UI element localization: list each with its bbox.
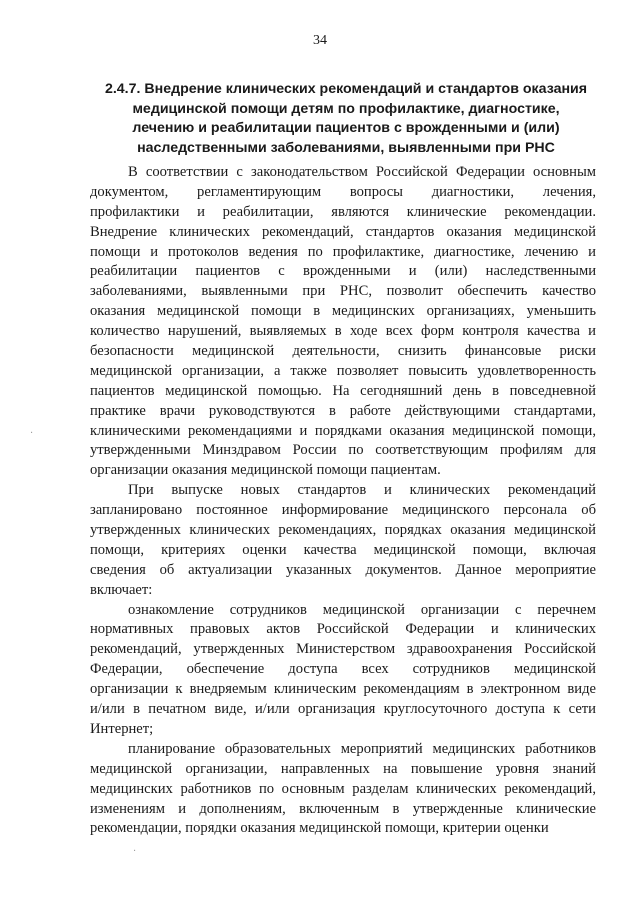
paragraph-line: организации оказания медицинской помощи пациентам. <box>90 462 441 479</box>
paragraph-line: помощи и протоколов ведения по профилактике, диагностике, лечению и <box>90 243 596 260</box>
paragraph-line: документом, регламентирующим вопросы диагностики, лечения, <box>90 183 596 200</box>
paragraph-line: рекомендации, порядки оказания медицинской помощи, критерии оценки <box>90 820 549 837</box>
paragraph-line: клиническими рекомендациями и порядками оказания медицинской помощи, <box>90 422 596 439</box>
paragraph-line: изменениям и дополнениям, включенным в утвержденные клинические <box>90 800 596 817</box>
paragraph-line: Внедрение клинических рекомендаций, стандартов оказания медицинской <box>90 223 596 240</box>
heading-line: лечению и реабилитации пациентов с врожденными и (или) <box>132 120 560 136</box>
paragraph-line: сведения об актуализации указанных документов. Данное мероприятие <box>90 561 596 578</box>
scan-speck: · <box>133 846 137 857</box>
section-heading <box>96 80 596 158</box>
scan-speck: · <box>30 428 34 439</box>
paragraph-line: количество нарушений, выявляемых в ходе всех форм контроля качества и <box>90 323 596 340</box>
paragraph-line: оказания медицинской помощи в медицинских организациях, уменьшить <box>90 303 596 320</box>
page-number: 34 <box>313 33 327 48</box>
paragraph-line: включает: <box>90 581 153 598</box>
paragraph-line: утвержденных клинических рекомендациях, порядках оказания медицинской <box>90 522 596 539</box>
paragraph-line: помощи, критериях оценки качества медицинской помощи, включая <box>90 541 596 558</box>
paragraph-line: В соответствии с законодательством Российской Федерации основным <box>128 164 596 180</box>
heading-line: наследственными заболеваниями, выявленными при РНС <box>137 139 555 156</box>
paragraph-line: организации к внедряемым клиническим рекомендациям в электронном виде <box>90 681 596 698</box>
paragraph-line: практике врачи руководствуются в работе действующими стандартами, <box>90 402 596 419</box>
paragraph-line: запланировано постоянное информирование медицинского персонала об <box>90 502 596 519</box>
paragraph-line: заболеваниями, выявленными при РНС, позволит обеспечить качество <box>90 283 596 300</box>
paragraph-line: и/или в печатном виде, и/или организация круглосуточного доступа к сети <box>90 701 596 718</box>
paragraph <box>90 740 596 839</box>
paragraph-line: медицинской организации, направленных на повышение уровня знаний <box>90 760 596 777</box>
paragraph-line: утвержденными Минздравом России по соответствующим профилям для <box>90 442 596 459</box>
paragraph-line: профилактики и реабилитации, являются клинические рекомендации. <box>90 203 596 220</box>
paragraph-line: безопасности медицинской деятельности, снизить финансовые риски <box>90 343 596 360</box>
paragraph-line: рекомендаций, утвержденных Министерством здравоохранения Российской <box>90 641 596 658</box>
paragraph-line: ознакомление сотрудников медицинской организации с перечнем <box>128 601 596 618</box>
paragraph-line: нормативных правовых актов Российской Федерации и клинических <box>90 621 596 638</box>
paragraph-line: Интернет; <box>90 720 154 737</box>
paragraph-line: медицинских работников по основным разделам клинических рекомендаций, <box>90 780 596 797</box>
paragraph-line: планирование образовательных мероприятий медицинских работников <box>128 740 596 757</box>
heading-line: медицинской помощи детям по профилактике, диагностике, <box>132 100 560 117</box>
paragraph <box>90 163 596 481</box>
body-text <box>90 163 596 839</box>
paragraph <box>90 481 596 600</box>
paragraph-line: Федерации, обеспечение доступа всех сотрудников медицинской <box>90 661 596 678</box>
paragraph-line: реабилитации пациентов с врожденными и (или) наследственными <box>90 263 596 280</box>
paragraph-line: При выпуске новых стандартов и клинических рекомендаций <box>128 482 596 499</box>
paragraph-line: медицинской организации, а также позволяет повысить удовлетворенность <box>90 362 596 379</box>
heading-line: 2.4.7. Внедрение клинических рекомендаций и стандартов оказания <box>104 81 588 97</box>
paragraph <box>90 601 596 740</box>
paragraph-line: пациентов медицинской помощью. На сегодняшний день в повседневной <box>90 382 596 399</box>
